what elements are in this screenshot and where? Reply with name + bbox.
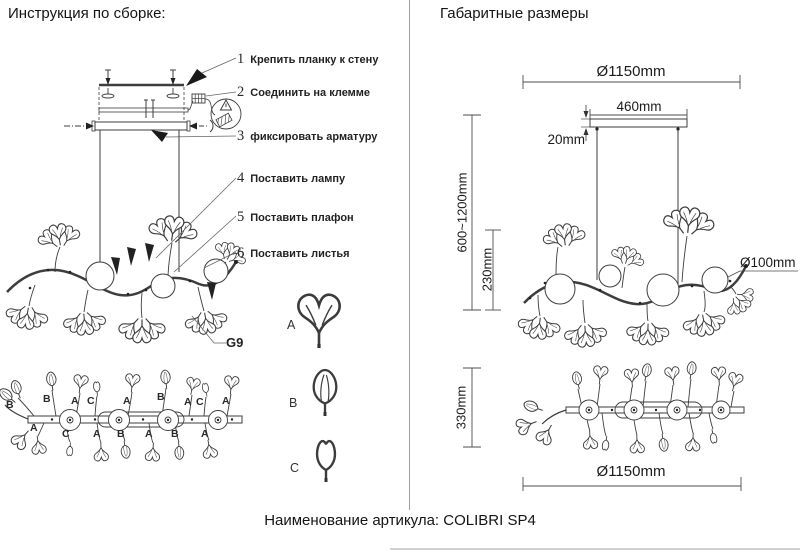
plan-label: A [30, 422, 38, 434]
step-label: Поставить листья [250, 248, 350, 260]
right-panel-title: Габаритные размеры [440, 5, 589, 22]
step-number: 5 [237, 209, 245, 225]
legend-letter-c: C [290, 461, 300, 475]
step-label: Поставить плафон [250, 212, 354, 224]
chandelier-top-view-right [515, 361, 744, 453]
plan-label: A [123, 395, 131, 407]
legend-letter-a: A [287, 318, 296, 332]
bottom-rule [390, 548, 800, 550]
plan-label: B [171, 428, 179, 440]
assembly-mount-drawing [64, 58, 241, 272]
step-number: 4 [237, 170, 245, 186]
dim-top-diameter: Ø1150mm [596, 63, 666, 80]
legend-leaf-icons [298, 295, 339, 482]
dim-body-height: 230mm [479, 247, 495, 292]
plan-label: A [145, 428, 153, 440]
plan-label: C [196, 396, 204, 408]
plan-label: C [87, 395, 95, 407]
plan-label: A [93, 428, 101, 440]
plan-label: A [222, 395, 230, 407]
socket-type-label: G9 [226, 335, 244, 350]
dim-shade-diameter: Ø100mm [740, 255, 796, 270]
assembly-step [237, 51, 378, 68]
plan-label: B [157, 391, 165, 403]
panel-divider [409, 0, 410, 510]
legend-letter-b: B [289, 396, 298, 410]
step-number: 2 [237, 84, 245, 100]
left-panel-title: Инструкция по сборке: [8, 5, 166, 22]
chandelier-side-view-right [515, 205, 761, 349]
plan-label: B [43, 393, 51, 405]
assembly-step [237, 128, 377, 145]
chandelier-top-view-left [0, 370, 242, 462]
assembly-step [237, 170, 345, 187]
step-label: фиксировать арматуру [250, 131, 378, 143]
step-label: Крепить планку к стену [250, 54, 379, 66]
step-label: Поставить лампу [250, 173, 346, 185]
dim-canopy-width: 460mm [616, 99, 662, 114]
plan-label: B [117, 428, 125, 440]
assembly-step [237, 209, 354, 226]
plan-label: B [6, 399, 14, 411]
dim-canopy-thickness: 20mm [547, 132, 585, 147]
plan-label: A [184, 396, 192, 408]
step-label: Соединить на клемме [250, 87, 371, 99]
dim-plan-depth: 330mm [453, 385, 469, 430]
chandelier-side-view-left [2, 178, 251, 343]
assembly-step [237, 84, 370, 101]
article-name: Наименование артикула: COLIBRI SP4 [264, 512, 536, 529]
plan-label: A [71, 395, 79, 407]
step-number: 6 [237, 245, 245, 261]
dim-bottom-diameter: Ø1150mm [596, 463, 666, 480]
plan-label: A [201, 428, 209, 440]
assembly-step [237, 245, 350, 262]
plan-label: C [62, 428, 70, 440]
step-number: 1 [237, 51, 245, 67]
step-number: 3 [237, 128, 245, 144]
dim-height-range: 600~1200mm [454, 172, 470, 253]
